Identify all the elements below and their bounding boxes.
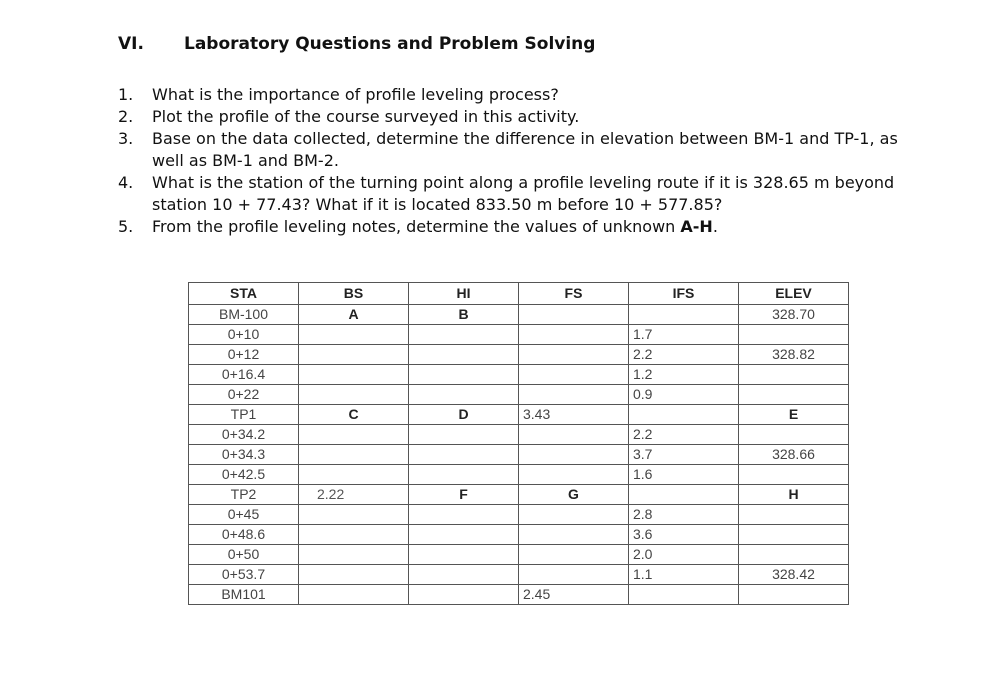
cell-ifs: 0.9 bbox=[629, 385, 739, 405]
question-text: What is the importance of profile leveling process? bbox=[152, 85, 559, 104]
cell-ifs bbox=[629, 405, 739, 425]
table-header-row bbox=[189, 283, 849, 305]
cell-fs bbox=[519, 305, 629, 325]
cell-hi bbox=[409, 585, 519, 605]
question-number: 3. bbox=[118, 129, 134, 148]
table-row bbox=[189, 525, 849, 545]
question-item bbox=[118, 84, 918, 106]
cell-fs: 2.45 bbox=[519, 585, 629, 605]
question-item bbox=[118, 172, 918, 216]
cell-bs bbox=[299, 325, 409, 345]
question-number: 2. bbox=[118, 107, 134, 126]
cell-hi bbox=[409, 445, 519, 465]
question-list bbox=[118, 84, 918, 238]
cell-sta: 0+34.2 bbox=[189, 425, 299, 445]
cell-bs bbox=[299, 445, 409, 465]
cell-bs bbox=[299, 425, 409, 445]
cell-ifs: 1.2 bbox=[629, 365, 739, 385]
cell-bs bbox=[299, 345, 409, 365]
header-bs: BS bbox=[299, 283, 409, 305]
header-sta: STA bbox=[189, 283, 299, 305]
section-heading bbox=[118, 34, 595, 54]
question-item bbox=[118, 216, 918, 238]
table-row bbox=[189, 445, 849, 465]
question-number: 1. bbox=[118, 85, 134, 104]
cell-elev bbox=[739, 525, 849, 545]
cell-hi bbox=[409, 365, 519, 385]
cell-hi bbox=[409, 465, 519, 485]
cell-fs bbox=[519, 465, 629, 485]
cell-fs bbox=[519, 385, 629, 405]
cell-sta: 0+42.5 bbox=[189, 465, 299, 485]
table-row bbox=[189, 365, 849, 385]
cell-bs bbox=[299, 565, 409, 585]
question-item bbox=[118, 106, 918, 128]
cell-sta: 0+16.4 bbox=[189, 365, 299, 385]
cell-ifs bbox=[629, 585, 739, 605]
table-row bbox=[189, 405, 849, 425]
cell-sta: 0+50 bbox=[189, 545, 299, 565]
cell-elev: H bbox=[739, 485, 849, 505]
cell-sta: 0+48.6 bbox=[189, 525, 299, 545]
cell-ifs: 3.7 bbox=[629, 445, 739, 465]
cell-hi bbox=[409, 325, 519, 345]
cell-hi bbox=[409, 345, 519, 365]
cell-sta: 0+10 bbox=[189, 325, 299, 345]
cell-fs bbox=[519, 365, 629, 385]
table-row bbox=[189, 565, 849, 585]
cell-ifs bbox=[629, 485, 739, 505]
table-row bbox=[189, 465, 849, 485]
cell-elev bbox=[739, 505, 849, 525]
cell-elev bbox=[739, 545, 849, 565]
cell-fs bbox=[519, 525, 629, 545]
cell-sta: BM-100 bbox=[189, 305, 299, 325]
section-title: Laboratory Questions and Problem Solving bbox=[184, 34, 596, 54]
cell-fs bbox=[519, 505, 629, 525]
cell-bs bbox=[299, 385, 409, 405]
question-text: From the profile leveling notes, determine the values of unknown bbox=[152, 217, 681, 236]
table-row bbox=[189, 485, 849, 505]
section-number: VI. bbox=[118, 34, 144, 54]
cell-hi bbox=[409, 545, 519, 565]
cell-ifs: 1.1 bbox=[629, 565, 739, 585]
question-item bbox=[118, 128, 918, 172]
table-row bbox=[189, 345, 849, 365]
cell-ifs: 3.6 bbox=[629, 525, 739, 545]
cell-ifs: 1.7 bbox=[629, 325, 739, 345]
table-row bbox=[189, 385, 849, 405]
cell-hi bbox=[409, 425, 519, 445]
cell-elev bbox=[739, 585, 849, 605]
cell-elev: 328.66 bbox=[739, 445, 849, 465]
cell-hi bbox=[409, 505, 519, 525]
cell-fs bbox=[519, 445, 629, 465]
cell-hi: B bbox=[409, 305, 519, 325]
cell-fs bbox=[519, 325, 629, 345]
question-end: . bbox=[712, 217, 718, 236]
cell-sta: BM101 bbox=[189, 585, 299, 605]
table-row bbox=[189, 305, 849, 325]
cell-bs: A bbox=[299, 305, 409, 325]
cell-bs bbox=[299, 365, 409, 385]
cell-fs bbox=[519, 565, 629, 585]
cell-bs bbox=[299, 525, 409, 545]
table-row bbox=[189, 545, 849, 565]
header-elev: ELEV bbox=[739, 283, 849, 305]
cell-bs bbox=[299, 585, 409, 605]
header-fs: FS bbox=[519, 283, 629, 305]
cell-elev: 328.70 bbox=[739, 305, 849, 325]
question-number: 5. bbox=[118, 217, 134, 236]
cell-bs bbox=[299, 505, 409, 525]
question-text: What is the station of the turning point along a profile leveling route if it is 328.65 m beyond station 10 + 77.43? What if it is located 833.50 m before 10 + 577.85? bbox=[152, 173, 895, 214]
cell-hi: D bbox=[409, 405, 519, 425]
cell-sta: 0+34.3 bbox=[189, 445, 299, 465]
cell-ifs bbox=[629, 305, 739, 325]
cell-hi: F bbox=[409, 485, 519, 505]
cell-fs bbox=[519, 345, 629, 365]
cell-sta: 0+45 bbox=[189, 505, 299, 525]
cell-sta: 0+12 bbox=[189, 345, 299, 365]
cell-elev: 328.82 bbox=[739, 345, 849, 365]
cell-sta: 0+53.7 bbox=[189, 565, 299, 585]
cell-elev bbox=[739, 325, 849, 345]
cell-elev bbox=[739, 385, 849, 405]
cell-fs: 3.43 bbox=[519, 405, 629, 425]
cell-sta: TP2 bbox=[189, 485, 299, 505]
table-row bbox=[189, 425, 849, 445]
question-text: Base on the data collected, determine the difference in elevation between BM-1 and TP-1, as well as BM-1 and BM-2. bbox=[152, 129, 898, 170]
header-ifs: IFS bbox=[629, 283, 739, 305]
cell-elev bbox=[739, 425, 849, 445]
cell-bs: C bbox=[299, 405, 409, 425]
cell-ifs: 2.2 bbox=[629, 425, 739, 445]
cell-bs: 2.22 bbox=[299, 485, 409, 505]
cell-bs bbox=[299, 545, 409, 565]
cell-elev bbox=[739, 465, 849, 485]
table-row bbox=[189, 325, 849, 345]
question-number: 4. bbox=[118, 173, 134, 192]
question-text: Plot the profile of the course surveyed in this activity. bbox=[152, 107, 580, 126]
cell-bs bbox=[299, 465, 409, 485]
cell-fs bbox=[519, 545, 629, 565]
header-hi: HI bbox=[409, 283, 519, 305]
cell-ifs: 2.0 bbox=[629, 545, 739, 565]
cell-elev bbox=[739, 365, 849, 385]
cell-ifs: 2.2 bbox=[629, 345, 739, 365]
cell-hi bbox=[409, 385, 519, 405]
cell-elev: 328.42 bbox=[739, 565, 849, 585]
cell-fs bbox=[519, 425, 629, 445]
table-row bbox=[189, 585, 849, 605]
cell-ifs: 1.6 bbox=[629, 465, 739, 485]
table-row bbox=[189, 505, 849, 525]
question-emphasis: A-H bbox=[680, 217, 713, 236]
cell-sta: TP1 bbox=[189, 405, 299, 425]
cell-fs: G bbox=[519, 485, 629, 505]
profile-leveling-table bbox=[188, 282, 849, 605]
cell-hi bbox=[409, 565, 519, 585]
cell-sta: 0+22 bbox=[189, 385, 299, 405]
cell-hi bbox=[409, 525, 519, 545]
cell-ifs: 2.8 bbox=[629, 505, 739, 525]
cell-elev: E bbox=[739, 405, 849, 425]
